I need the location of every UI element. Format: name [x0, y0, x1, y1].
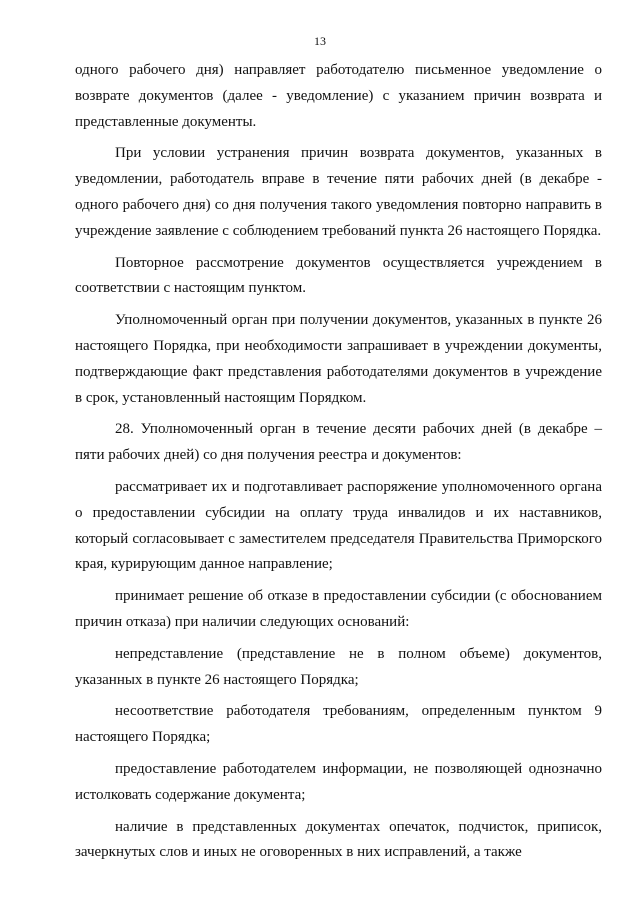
paragraph: несоответствие работодателя требованиям, определенным пунктом 9 настоящего Порядка; — [75, 703, 602, 746]
paragraph: Повторное рассмотрение документов осуществляется учреждением в соответствии с настоящим пунктом. — [75, 254, 602, 297]
paragraph: одного рабочего дня) направляет работодателю письменное уведомление о возврате документов (далее - уведомление) с указанием причин возврата и представленные документы. — [75, 62, 602, 130]
paragraph: принимает решение об отказе в предоставлении субсидии (с обоснованием причин отказа) при наличии следующих оснований: — [75, 588, 602, 630]
paragraph: При условии устранения причин возврата документов, указанных в уведомлении, работодатель вправе в течение пяти рабочих дней (в декабре - одного рабочего дня) со дня получения такого уведомления повторно направить в учреждение заявление с соблюдением требований пункта 26 настоящего Порядка. — [75, 145, 602, 239]
page-number: 13 — [314, 34, 326, 48]
paragraph: Уполномоченный орган при получении документов, указанных в пункте 26 настоящего Порядка, при необходимости запрашивает в учреждении документы, подтверждающие факт представления работодателями документов в учреждение в срок, установленный настоящим Порядком. — [75, 312, 602, 406]
paragraph: непредставление (представление не в полном объеме) документов, указанных в пункте 26 настоящего Порядка; — [75, 645, 602, 688]
paragraph: 28. Уполномоченный орган в течение десяти рабочих дней (в декабре – пяти рабочих дней) со дня получения реестра и документов: — [75, 421, 602, 464]
paragraph: предоставление работодателем информации, не позволяющей однозначно истолковать содержание документа; — [75, 760, 602, 803]
paragraph: рассматривает их и подготавливает распоряжение уполномоченного органа о предоставлении субсидии на оплату труда инвалидов и их наставников, который согласовывает с заместителем председателя Правительства Приморского края, курирующим данное направление; — [75, 478, 602, 573]
document-body — [75, 58, 602, 866]
paragraph: наличие в представленных документах опечаток, подчисток, приписок, зачеркнутых слов и иных не оговоренных в них исправлений, а также — [75, 818, 602, 861]
